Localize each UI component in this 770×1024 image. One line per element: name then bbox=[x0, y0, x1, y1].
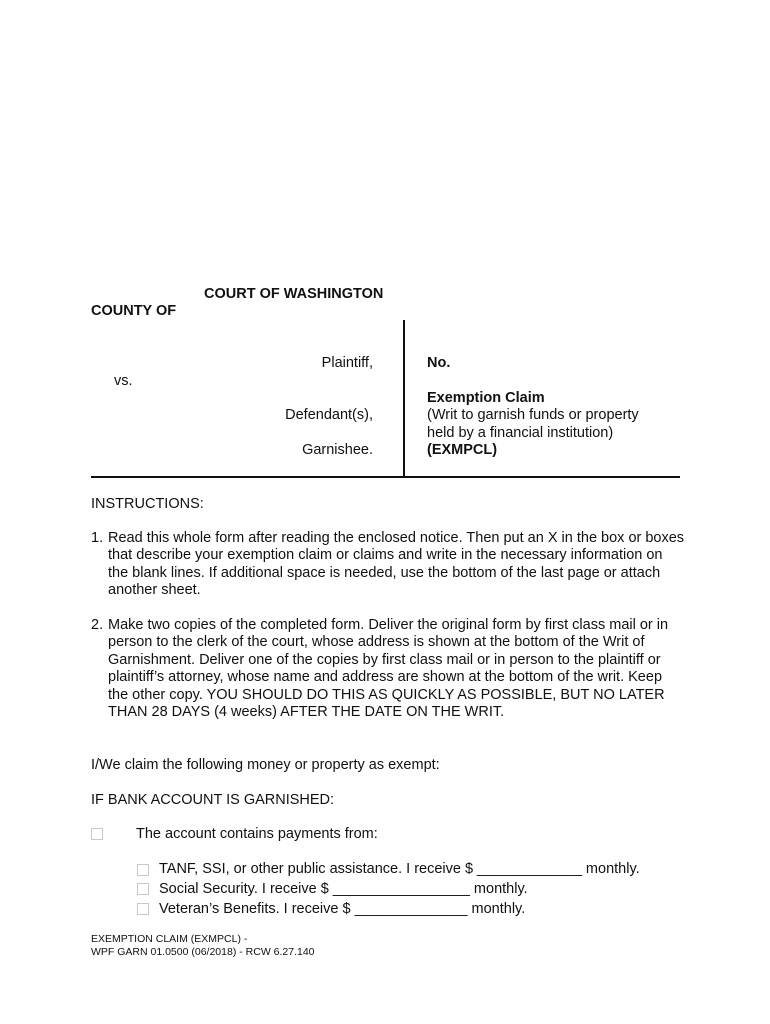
document-title: Exemption Claim bbox=[427, 390, 545, 406]
account-payments-label: The account contains payments from: bbox=[136, 826, 378, 842]
case-number-label: No. bbox=[427, 355, 451, 371]
instructions-heading: INSTRUCTIONS: bbox=[91, 496, 204, 512]
footer-line2: WPF GARN 01.0500 (06/2018) - RCW 6.27.140 bbox=[91, 946, 315, 958]
defendant-label: Defendant(s), bbox=[285, 407, 373, 423]
instruction-number: 2. bbox=[91, 617, 104, 633]
document-code: (EXMPCL) bbox=[427, 442, 498, 458]
document-subtitle-line2: held by a financial institution) bbox=[427, 425, 614, 441]
instruction-number: 1. bbox=[91, 530, 104, 546]
county-label: COUNTY OF bbox=[91, 303, 177, 319]
social-security-label: Social Security. I receive $ _________________ monthly. bbox=[159, 881, 528, 897]
instruction-text: Make two copies of the completed form. Deliver the original form by first class mail or in person to the clerk of the court, whose address is shown at the bottom of the Writ of Garnishment. Deliver one of the copies by first class mail or in person to the plaintiff or plaintiff’s attorney, whose name and address are shown at the bottom of the writ. Keep the other copy. YOU SHOULD DO THIS AS QUICKLY AS POSSIBLE, BUT NO LATER THAN 28 DAYS (4 weeks) AFTER THE DATE ON THE WRIT. bbox=[108, 617, 669, 721]
instruction-item-2 bbox=[91, 617, 686, 721]
court-title: COURT OF WASHINGTON bbox=[204, 286, 384, 302]
veterans-benefits-label: Veteran’s Benefits. I receive $ ______________ monthly. bbox=[159, 901, 526, 917]
footer-line1: EXEMPTION CLAIM (EXMPCL) - bbox=[91, 933, 248, 945]
public-assistance-label: TANF, SSI, or other public assistance. I receive $ _____________ monthly. bbox=[159, 861, 640, 877]
garnishee-label: Garnishee. bbox=[302, 442, 373, 458]
claim-statement: I/We claim the following money or property as exempt: bbox=[91, 757, 440, 773]
document-subtitle-line1: (Writ to garnish funds or property bbox=[427, 407, 639, 423]
veterans-benefits-checkbox[interactable] bbox=[137, 903, 149, 915]
bank-section-heading: IF BANK ACCOUNT IS GARNISHED: bbox=[91, 792, 335, 808]
caption-vertical-divider bbox=[403, 320, 405, 477]
social-security-checkbox[interactable] bbox=[137, 883, 149, 895]
vs-label: vs. bbox=[114, 373, 133, 389]
caption-horizontal-divider bbox=[91, 476, 680, 478]
plaintiff-label: Plaintiff, bbox=[321, 355, 373, 371]
account-payments-checkbox[interactable] bbox=[91, 828, 103, 840]
instruction-item-1 bbox=[91, 530, 686, 600]
instruction-text: Read this whole form after reading the enclosed notice. Then put an X in the box or boxes that describe your exemption claim or claims and write in the necessary information on the blank lines. If additional space is needed, use the bottom of the last page or attach another sheet. bbox=[108, 530, 685, 599]
public-assistance-checkbox[interactable] bbox=[137, 864, 149, 876]
